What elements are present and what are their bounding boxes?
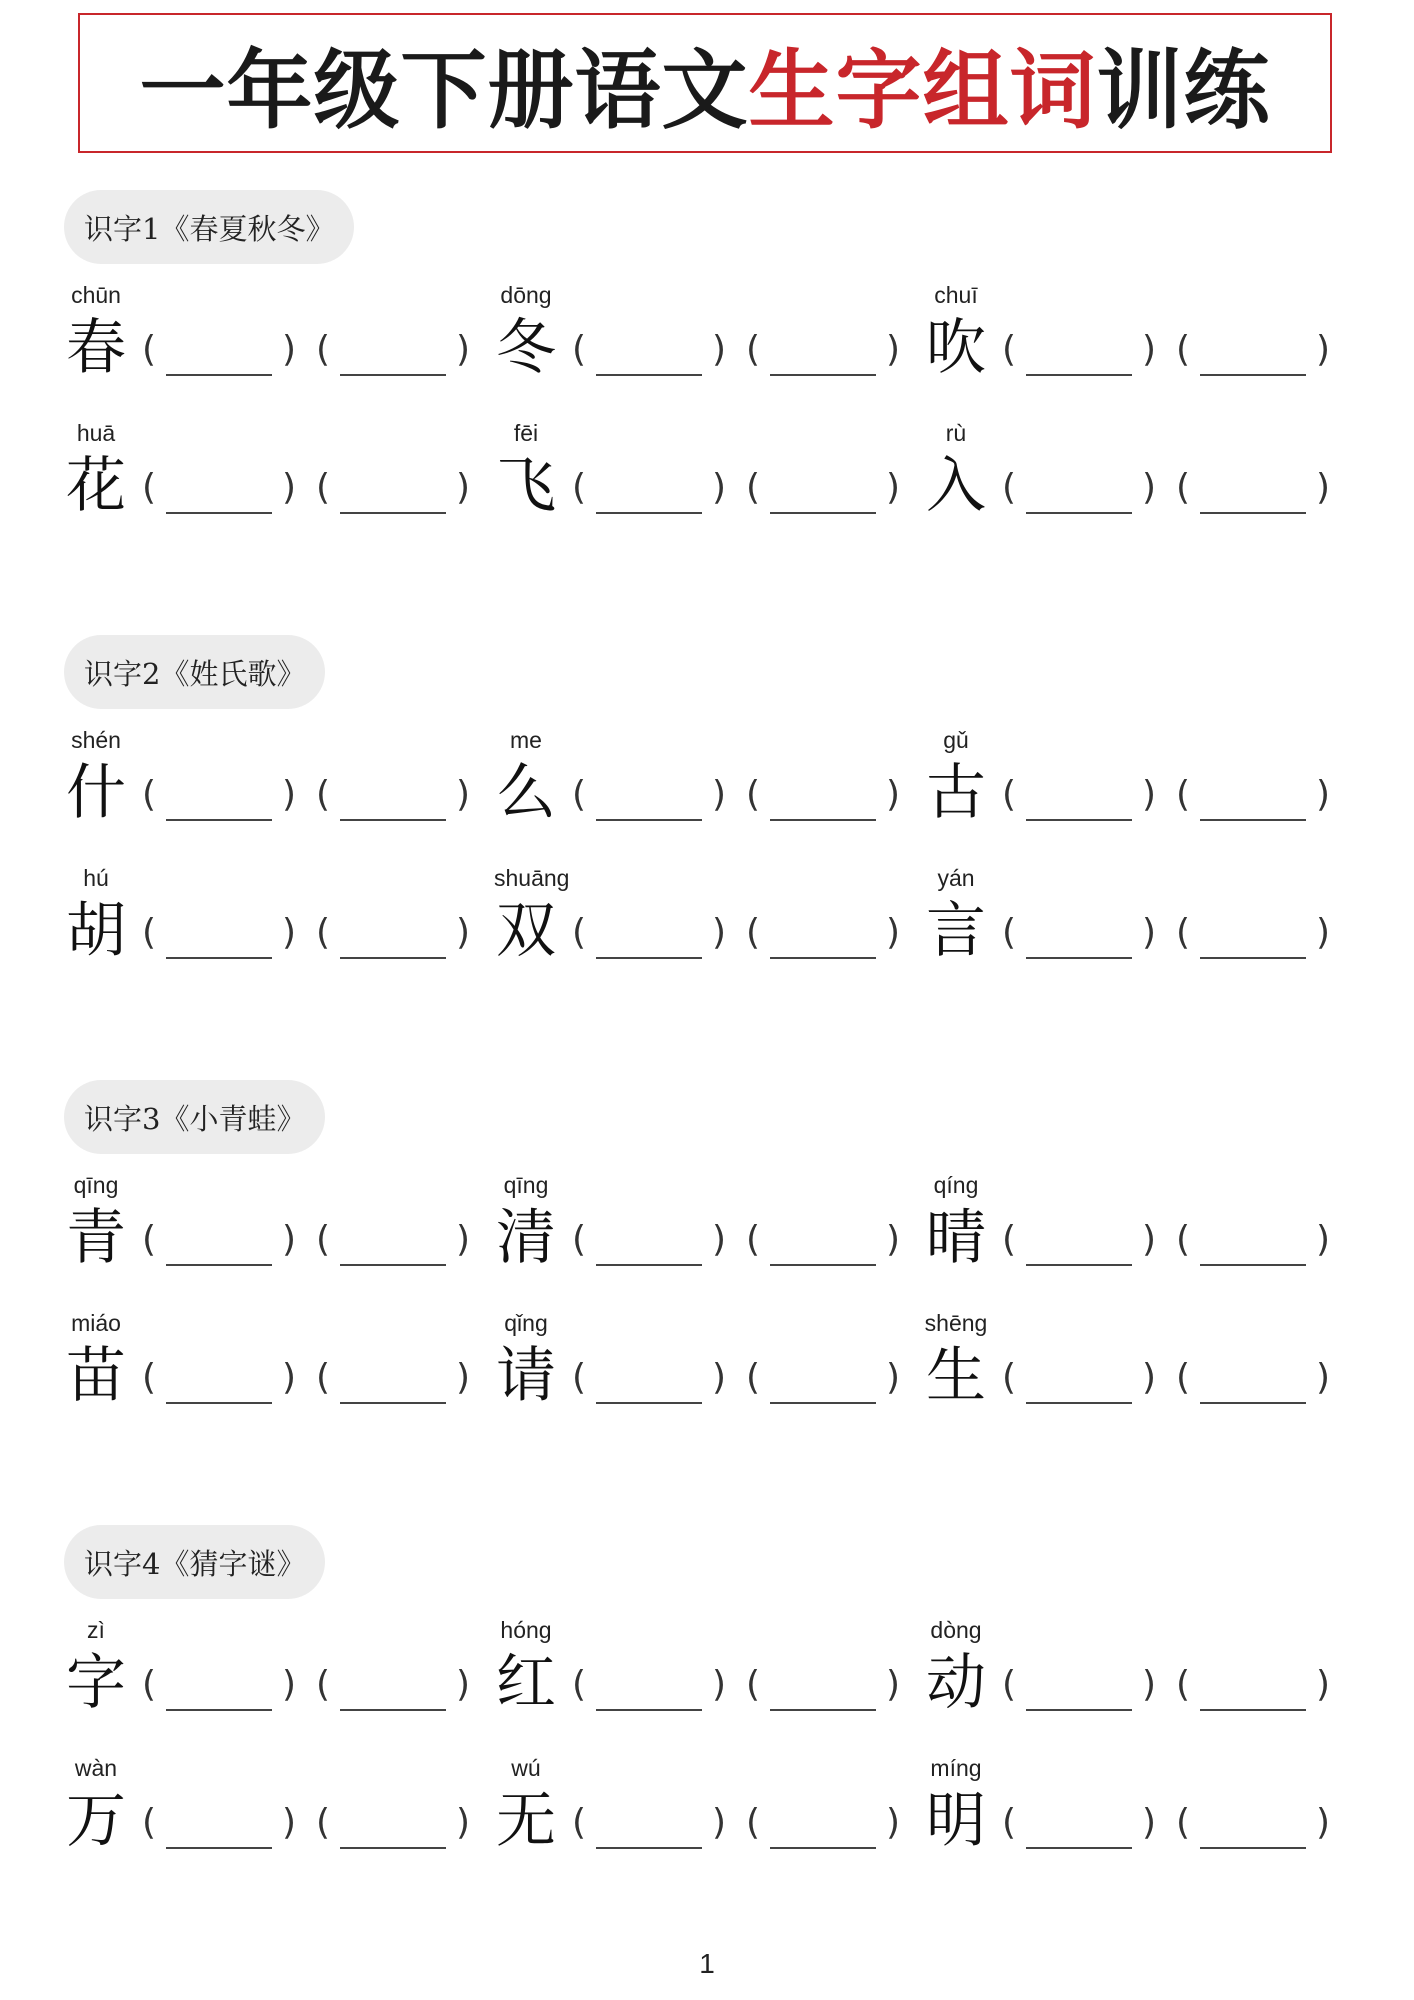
hanzi-character: 青 [66, 1203, 126, 1273]
pinyin-label: qīng [503, 1172, 549, 1198]
left-paren: ( [746, 1802, 761, 1843]
right-paren: ) [711, 329, 726, 370]
right-paren: ) [1315, 467, 1330, 508]
right-paren: ) [885, 467, 900, 508]
character-entry [64, 727, 484, 847]
character-entry [924, 1172, 1344, 1292]
character-entry [494, 865, 914, 985]
right-paren: ) [885, 1664, 900, 1705]
left-paren: ( [1176, 467, 1191, 508]
word-answer-blank[interactable] [316, 460, 476, 520]
answer-line [770, 1847, 876, 1849]
pinyin-label: chūn [71, 282, 121, 308]
left-paren: ( [1002, 774, 1017, 815]
word-answer-blank[interactable] [746, 460, 906, 520]
word-answer-blank[interactable] [572, 460, 732, 520]
pinyin-label: chuī [934, 282, 978, 308]
left-paren: ( [1002, 1664, 1017, 1705]
left-paren: ( [572, 1219, 587, 1260]
answer-line [166, 957, 272, 959]
answer-line [340, 512, 446, 514]
character-entry [64, 282, 484, 402]
answer-line [166, 1402, 272, 1404]
left-paren: ( [1002, 467, 1017, 508]
answer-line [166, 1264, 272, 1266]
hanzi-character: 吹 [926, 313, 986, 383]
answer-line [166, 819, 272, 821]
left-paren: ( [1002, 912, 1017, 953]
left-paren: ( [142, 1802, 157, 1843]
character-row [0, 865, 1414, 985]
right-paren: ) [1315, 1219, 1330, 1260]
hanzi-character: 飞 [496, 451, 556, 521]
word-answer-blank[interactable] [142, 460, 302, 520]
character-entry [924, 282, 1344, 402]
answer-line [1026, 1709, 1132, 1711]
character-entry [494, 420, 914, 540]
left-paren: ( [572, 1664, 587, 1705]
word-answer-blank[interactable] [1176, 322, 1336, 382]
answer-line [596, 1402, 702, 1404]
pinyin-label: hóng [500, 1617, 552, 1643]
character-entry [494, 1755, 914, 1875]
answer-line [340, 1264, 446, 1266]
hanzi-character: 晴 [926, 1203, 986, 1273]
answer-line [596, 819, 702, 821]
left-paren: ( [572, 1802, 587, 1843]
hanzi-character: 花 [66, 451, 126, 521]
answer-line [166, 512, 272, 514]
pinyin-label: fēi [513, 420, 539, 446]
answer-line [1026, 819, 1132, 821]
word-answer-blank[interactable] [1002, 460, 1162, 520]
hanzi-character: 动 [926, 1648, 986, 1718]
word-answer-blank[interactable] [316, 1657, 476, 1717]
word-answer-blank[interactable] [316, 905, 476, 965]
hanzi-character: 红 [496, 1648, 556, 1718]
right-paren: ) [711, 1802, 726, 1843]
word-answer-blank[interactable] [746, 1350, 906, 1410]
section-label: 识字4《猜字谜》 [64, 1525, 325, 1599]
left-paren: ( [746, 912, 761, 953]
left-paren: ( [572, 467, 587, 508]
character-entry [64, 1617, 484, 1737]
hanzi-character: 无 [496, 1786, 556, 1856]
page-number: 1 [699, 1948, 715, 1979]
section-label: 识字2《姓氏歌》 [64, 635, 325, 709]
left-paren: ( [316, 1357, 331, 1398]
left-paren: ( [572, 1357, 587, 1398]
pinyin-label: miáo [71, 1310, 121, 1336]
right-paren: ) [455, 1664, 470, 1705]
hanzi-character: 冬 [496, 313, 556, 383]
right-paren: ) [1141, 1802, 1156, 1843]
pinyin-label: wàn [74, 1755, 118, 1781]
word-answer-blank[interactable] [1002, 1657, 1162, 1717]
word-answer-blank[interactable] [572, 1657, 732, 1717]
pinyin-label: shén [71, 727, 121, 753]
right-paren: ) [455, 467, 470, 508]
right-paren: ) [281, 912, 296, 953]
word-answer-blank[interactable] [1002, 322, 1162, 382]
pinyin-label: shuāng [494, 865, 570, 891]
character-row [0, 1755, 1414, 1875]
character-row [0, 420, 1414, 540]
answer-line [340, 819, 446, 821]
left-paren: ( [1176, 1664, 1191, 1705]
character-entry [494, 1310, 914, 1430]
pinyin-label: me [510, 727, 542, 753]
word-answer-blank[interactable] [1176, 905, 1336, 965]
left-paren: ( [142, 329, 157, 370]
word-answer-blank[interactable] [316, 1212, 476, 1272]
character-entry [924, 1755, 1344, 1875]
word-answer-blank[interactable] [1176, 1350, 1336, 1410]
character-entry [924, 727, 1344, 847]
character-entry [924, 1310, 1344, 1430]
left-paren: ( [1176, 1219, 1191, 1260]
hanzi-character: 么 [496, 758, 556, 828]
word-answer-blank[interactable] [572, 905, 732, 965]
character-entry [924, 420, 1344, 540]
left-paren: ( [746, 329, 761, 370]
left-paren: ( [316, 1802, 331, 1843]
answer-line [1200, 819, 1306, 821]
character-row [0, 1617, 1414, 1737]
right-paren: ) [281, 329, 296, 370]
pinyin-label: rù [945, 420, 967, 446]
right-paren: ) [281, 1357, 296, 1398]
left-paren: ( [746, 467, 761, 508]
pinyin-label: wú [511, 1755, 541, 1781]
left-paren: ( [316, 912, 331, 953]
right-paren: ) [1315, 1357, 1330, 1398]
right-paren: ) [1141, 467, 1156, 508]
title-part-highlight: 生字组词 [748, 41, 1097, 141]
title-part-training: 训练 [1096, 41, 1271, 141]
answer-line [770, 957, 876, 959]
right-paren: ) [885, 1357, 900, 1398]
worksheet-title [140, 21, 1271, 145]
left-paren: ( [142, 1219, 157, 1260]
left-paren: ( [1176, 912, 1191, 953]
hanzi-character: 清 [496, 1203, 556, 1273]
word-answer-blank[interactable] [1002, 1350, 1162, 1410]
character-entry [494, 1617, 914, 1737]
left-paren: ( [1002, 1802, 1017, 1843]
hanzi-character: 生 [926, 1341, 986, 1411]
word-answer-blank[interactable] [316, 322, 476, 382]
hanzi-character: 言 [926, 896, 986, 966]
answer-line [166, 1709, 272, 1711]
left-paren: ( [316, 1664, 331, 1705]
left-paren: ( [746, 1219, 761, 1260]
left-paren: ( [316, 1219, 331, 1260]
right-paren: ) [455, 912, 470, 953]
answer-line [1026, 374, 1132, 376]
word-answer-blank[interactable] [142, 1657, 302, 1717]
character-row [0, 1172, 1414, 1292]
right-paren: ) [455, 1357, 470, 1398]
word-answer-blank[interactable] [746, 1212, 906, 1272]
pinyin-label: yán [937, 865, 975, 891]
pinyin-label: shēng [924, 1310, 988, 1336]
title-part-grade: 一年级下册语文 [139, 41, 749, 141]
answer-line [340, 957, 446, 959]
right-paren: ) [711, 1664, 726, 1705]
right-paren: ) [1141, 774, 1156, 815]
right-paren: ) [455, 1802, 470, 1843]
answer-line [166, 1847, 272, 1849]
right-paren: ) [1141, 1219, 1156, 1260]
hanzi-character: 入 [926, 451, 986, 521]
right-paren: ) [1315, 1664, 1330, 1705]
pinyin-label: qīng [73, 1172, 119, 1198]
hanzi-character: 双 [496, 896, 556, 966]
answer-line [596, 957, 702, 959]
right-paren: ) [1315, 912, 1330, 953]
character-row [0, 1310, 1414, 1430]
word-answer-blank[interactable] [746, 1795, 906, 1855]
word-answer-blank[interactable] [1002, 1212, 1162, 1272]
word-answer-blank[interactable] [142, 1350, 302, 1410]
character-entry [494, 1172, 914, 1292]
left-paren: ( [142, 1664, 157, 1705]
right-paren: ) [885, 329, 900, 370]
word-answer-blank[interactable] [142, 1795, 302, 1855]
pinyin-label: gǔ [943, 727, 969, 753]
word-answer-blank[interactable] [142, 1212, 302, 1272]
word-answer-blank[interactable] [1176, 1212, 1336, 1272]
answer-line [1200, 512, 1306, 514]
answer-line [770, 1709, 876, 1711]
character-entry [494, 727, 914, 847]
answer-line [1026, 512, 1132, 514]
left-paren: ( [316, 774, 331, 815]
right-paren: ) [1315, 774, 1330, 815]
answer-line [770, 1264, 876, 1266]
section-label: 识字1《春夏秋冬》 [64, 190, 354, 264]
left-paren: ( [316, 329, 331, 370]
word-answer-blank[interactable] [1002, 1795, 1162, 1855]
right-paren: ) [281, 1664, 296, 1705]
pinyin-label: qíng [933, 1172, 979, 1198]
left-paren: ( [1176, 329, 1191, 370]
pinyin-label: qǐng [504, 1310, 548, 1336]
character-entry [924, 1617, 1344, 1737]
character-entry [64, 865, 484, 985]
answer-line [166, 374, 272, 376]
right-paren: ) [1141, 1664, 1156, 1705]
answer-line [596, 1264, 702, 1266]
right-paren: ) [281, 1802, 296, 1843]
answer-line [1200, 1264, 1306, 1266]
right-paren: ) [711, 467, 726, 508]
answer-line [1026, 957, 1132, 959]
left-paren: ( [746, 1664, 761, 1705]
character-entry [64, 420, 484, 540]
answer-line [770, 1402, 876, 1404]
word-answer-blank[interactable] [1176, 767, 1336, 827]
word-answer-blank[interactable] [142, 767, 302, 827]
right-paren: ) [711, 1357, 726, 1398]
word-answer-blank[interactable] [746, 322, 906, 382]
word-answer-blank[interactable] [142, 322, 302, 382]
right-paren: ) [885, 1802, 900, 1843]
pinyin-label: zì [87, 1617, 105, 1643]
character-entry [64, 1310, 484, 1430]
word-answer-blank[interactable] [1002, 905, 1162, 965]
right-paren: ) [885, 1219, 900, 1260]
left-paren: ( [142, 1357, 157, 1398]
answer-line [1026, 1402, 1132, 1404]
answer-line [340, 1709, 446, 1711]
left-paren: ( [142, 912, 157, 953]
left-paren: ( [1002, 329, 1017, 370]
word-answer-blank[interactable] [1002, 767, 1162, 827]
word-answer-blank[interactable] [572, 1795, 732, 1855]
word-answer-blank[interactable] [1176, 1795, 1336, 1855]
right-paren: ) [281, 1219, 296, 1260]
right-paren: ) [1141, 329, 1156, 370]
answer-line [340, 374, 446, 376]
word-answer-blank[interactable] [316, 1795, 476, 1855]
left-paren: ( [1002, 1219, 1017, 1260]
word-answer-blank[interactable] [142, 905, 302, 965]
left-paren: ( [316, 467, 331, 508]
answer-line [770, 512, 876, 514]
right-paren: ) [281, 774, 296, 815]
right-paren: ) [1141, 1357, 1156, 1398]
hanzi-character: 胡 [66, 896, 126, 966]
word-answer-blank[interactable] [316, 1350, 476, 1410]
word-answer-blank[interactable] [316, 767, 476, 827]
word-answer-blank[interactable] [572, 322, 732, 382]
left-paren: ( [142, 467, 157, 508]
character-entry [64, 1755, 484, 1875]
character-entry [494, 282, 914, 402]
right-paren: ) [455, 774, 470, 815]
answer-line [770, 374, 876, 376]
right-paren: ) [1141, 912, 1156, 953]
right-paren: ) [711, 1219, 726, 1260]
right-paren: ) [1315, 1802, 1330, 1843]
pinyin-label: míng [930, 1755, 982, 1781]
right-paren: ) [281, 467, 296, 508]
word-answer-blank[interactable] [746, 905, 906, 965]
answer-line [1200, 1847, 1306, 1849]
left-paren: ( [746, 774, 761, 815]
hanzi-character: 万 [66, 1786, 126, 1856]
pinyin-label: dòng [930, 1617, 982, 1643]
pinyin-label: dōng [500, 282, 552, 308]
word-answer-blank[interactable] [746, 767, 906, 827]
hanzi-character: 字 [66, 1648, 126, 1718]
answer-line [1200, 374, 1306, 376]
word-answer-blank[interactable] [1176, 460, 1336, 520]
left-paren: ( [572, 912, 587, 953]
right-paren: ) [1315, 329, 1330, 370]
answer-line [340, 1847, 446, 1849]
left-paren: ( [142, 774, 157, 815]
section-label: 识字3《小青蛙》 [64, 1080, 325, 1154]
character-row [0, 282, 1414, 402]
answer-line [1200, 1709, 1306, 1711]
character-row [0, 727, 1414, 847]
right-paren: ) [885, 774, 900, 815]
word-answer-blank[interactable] [572, 767, 732, 827]
hanzi-character: 春 [66, 313, 126, 383]
answer-line [1026, 1264, 1132, 1266]
hanzi-character: 明 [926, 1786, 986, 1856]
character-entry [924, 865, 1344, 985]
right-paren: ) [885, 912, 900, 953]
word-answer-blank[interactable] [746, 1657, 906, 1717]
answer-line [596, 374, 702, 376]
right-paren: ) [455, 329, 470, 370]
left-paren: ( [1176, 1802, 1191, 1843]
answer-line [596, 1847, 702, 1849]
right-paren: ) [455, 1219, 470, 1260]
answer-line [340, 1402, 446, 1404]
left-paren: ( [572, 329, 587, 370]
left-paren: ( [1002, 1357, 1017, 1398]
word-answer-blank[interactable] [572, 1350, 732, 1410]
pinyin-label: huā [76, 420, 116, 446]
left-paren: ( [1176, 1357, 1191, 1398]
answer-line [1200, 1402, 1306, 1404]
answer-line [1200, 957, 1306, 959]
left-paren: ( [1176, 774, 1191, 815]
answer-line [596, 512, 702, 514]
word-answer-blank[interactable] [572, 1212, 732, 1272]
right-paren: ) [711, 774, 726, 815]
hanzi-character: 苗 [66, 1341, 126, 1411]
hanzi-character: 请 [496, 1341, 556, 1411]
character-entry [64, 1172, 484, 1292]
pinyin-label: hú [83, 865, 109, 891]
worksheet-title-box [78, 13, 1332, 153]
left-paren: ( [746, 1357, 761, 1398]
answer-line [770, 819, 876, 821]
hanzi-character: 什 [66, 758, 126, 828]
answer-line [596, 1709, 702, 1711]
hanzi-character: 古 [926, 758, 986, 828]
right-paren: ) [711, 912, 726, 953]
answer-line [1026, 1847, 1132, 1849]
left-paren: ( [572, 774, 587, 815]
word-answer-blank[interactable] [1176, 1657, 1336, 1717]
